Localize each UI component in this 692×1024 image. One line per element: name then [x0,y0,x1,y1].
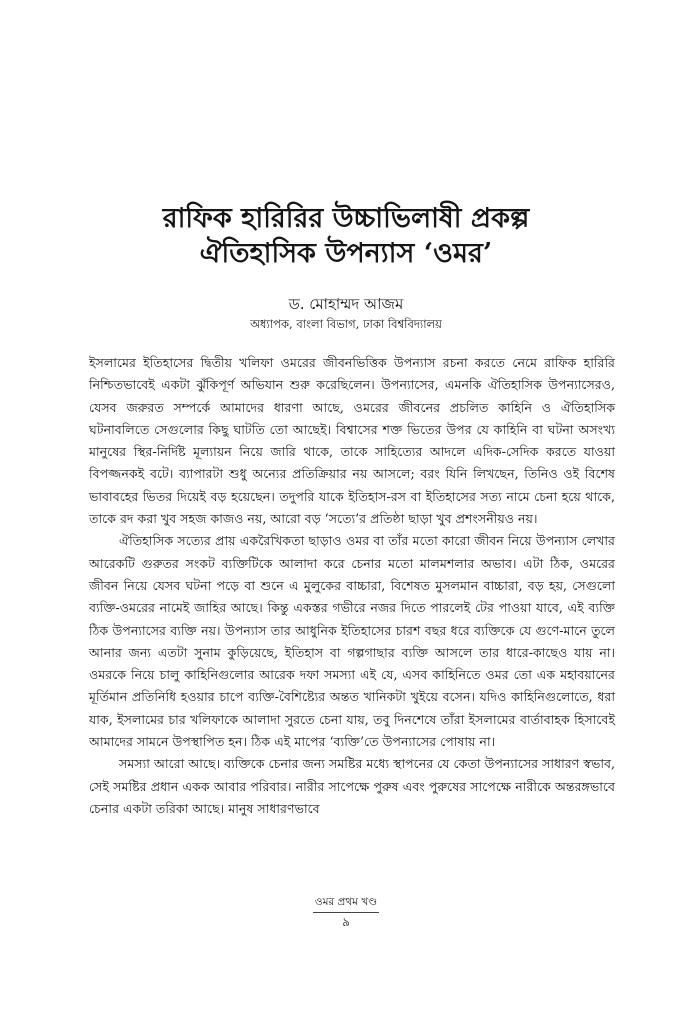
article-body [89,352,615,820]
author-name: ড. মোহাম্মদ আজম [288,295,404,313]
page-title-line-1: রাফিক হারিরির উচ্চাভিলাষী প্রকল্প [162,203,530,234]
paragraph-1: ইসলামের ইতিহাসের দ্বিতীয় খলিফা ওমরের জীবনভিত্তিক উপন্যাস রচনা করতে নেমে রাফিক হারিরি নিশ্চিতভাবেই একটা ঝুঁকিপূর্ণ অভিযান শুরু করেছিলেন। উপন্যাসের, এমনকি ঐতিহাসিক উপন্যাসেরও, যেসব জরুরত সম্পর্কে আমাদের ধারণা আছে, ওমরের জীবনের প্রচলিত কাহিনি ও ঐতিহাসিক ঘটনাবলিতে সেগুলোর কিছু ঘাটতি তো আছেই। বিশ্বাসের শক্ত ভিতের উপর যে কাহিনি বা ঘটনা অসংখ্য মানুষের স্থির-নির্দিষ্ট মূল্যায়ন নিয়ে জারি থাকে, তাকে সাহিত্যের আদলে এদিক-সেদিক করতে যাওয়া বিপজ্জনকই বটে। ব্যাপারটা শুধু অন্যের প্রতিক্রিয়ার নয় আসলে; বরং যিনি লিখছেন, তিনিও ওই বিশেষ ভাবাবহের ভিতর দিয়েই বড় হয়েছেন। তদুপরি যাকে ইতিহাস-রস বা ইতিহাসের সত্য নামে চেনা হয়ে থাকে, তাকে রদ করা খুব সহজ কাজও নয়, আরো বড় ‘সত্যে’র প্রতিষ্ঠা ছাড়া খুব প্রশংসনীয়ও নয়। [89,355,615,527]
page-title-line-2: ঐতিহাসিক উপন্যাস ‘ওমর’ [199,238,493,269]
author-affiliation: অধ্যাপক, বাংলা বিভাগ, ঢাকা বিশ্ববিদ্যালয় [250,317,442,331]
paragraph-2: ঐতিহাসিক সত্যের প্রায় একরৈখিকতা ছাড়াও ওমর বা তাঁর মতো কারো জীবন নিয়ে উপন্যাস লেখার আরেকটি গুরুতর সংকট ব্যক্তিটিকে আলাদা করে চেনার মতো মালমশলার অভাব। এটা ঠিক, ওমরের জীবন নিয়ে যেসব ঘটনা পড়ে বা শুনে এ মুলুকের বাচ্চারা, বিশেষত মুসলমান বাচ্চারা, বড় হয়, সেগুলো ব্যক্তি-ওমরের নামেই জাহির আছে। কিন্তু একস্তর গভীরে নজর দিতে পারলেই টের পাওয়া যাবে, এই ব্যক্তি ঠিক উপন্যাসের ব্যক্তি নয়। উপন্যাস তার আধুনিক ইতিহাসের চারশ বছর ধরে ব্যক্তিকে যে গুণে-মানে তুলে আনার জন্য এতটা সুনাম কুড়িয়েছে, ইতিহাস বা গল্পগাছার ব্যক্তি আসলে তার ধারে-কাছেও যায় না। ওমরকে নিয়ে চালু কাহিনিগুলোর আরেক দফা সমস্যা এই যে, এসব কাহিনিতে ওমর তো এক মহাবয়ানের মূর্তিমান প্রতিনিধি হওয়ার চাপে ব্যক্তি-বৈশিষ্ট্যের অন্তত খানিকটা খুইয়ে বসেন। যদিও কাহিনিগুলোতে, ধরা যাক, ইসলামের চার খলিফাকে আলাদা সুরতে চেনা যায়, তবু দিনশেষে তাঁরা ইসলামের বার্তাবাহক হিসাবেই আমাদের সামনে উপস্থাপিত হন। ঠিক এই মাপের ‘ব্যক্তি’তে উপন্যাসের পোষায় না। [89,533,615,750]
page-number: ৯ [342,915,350,929]
footer-divider [313,912,379,913]
footer-book-title: ওমর প্রথম খণ্ড [314,896,378,908]
paragraph-3: সমস্যা আরো আছে। ব্যক্তিকে চেনার জন্য সমষ্টির মধ্যে স্থাপনের যে কেতা উপন্যাসের সাধারণ স্বভাব, সেই সমষ্টির প্রধান একক আবার পরিবার। নারীর সাপেক্ষে পুরুষ এবং পুরুষের সাপেক্ষে নারীকে অন্তরঙ্গভাবে চেনার একটা তরিকা আছে। মানুষ সাধারণভাবে [89,756,616,816]
